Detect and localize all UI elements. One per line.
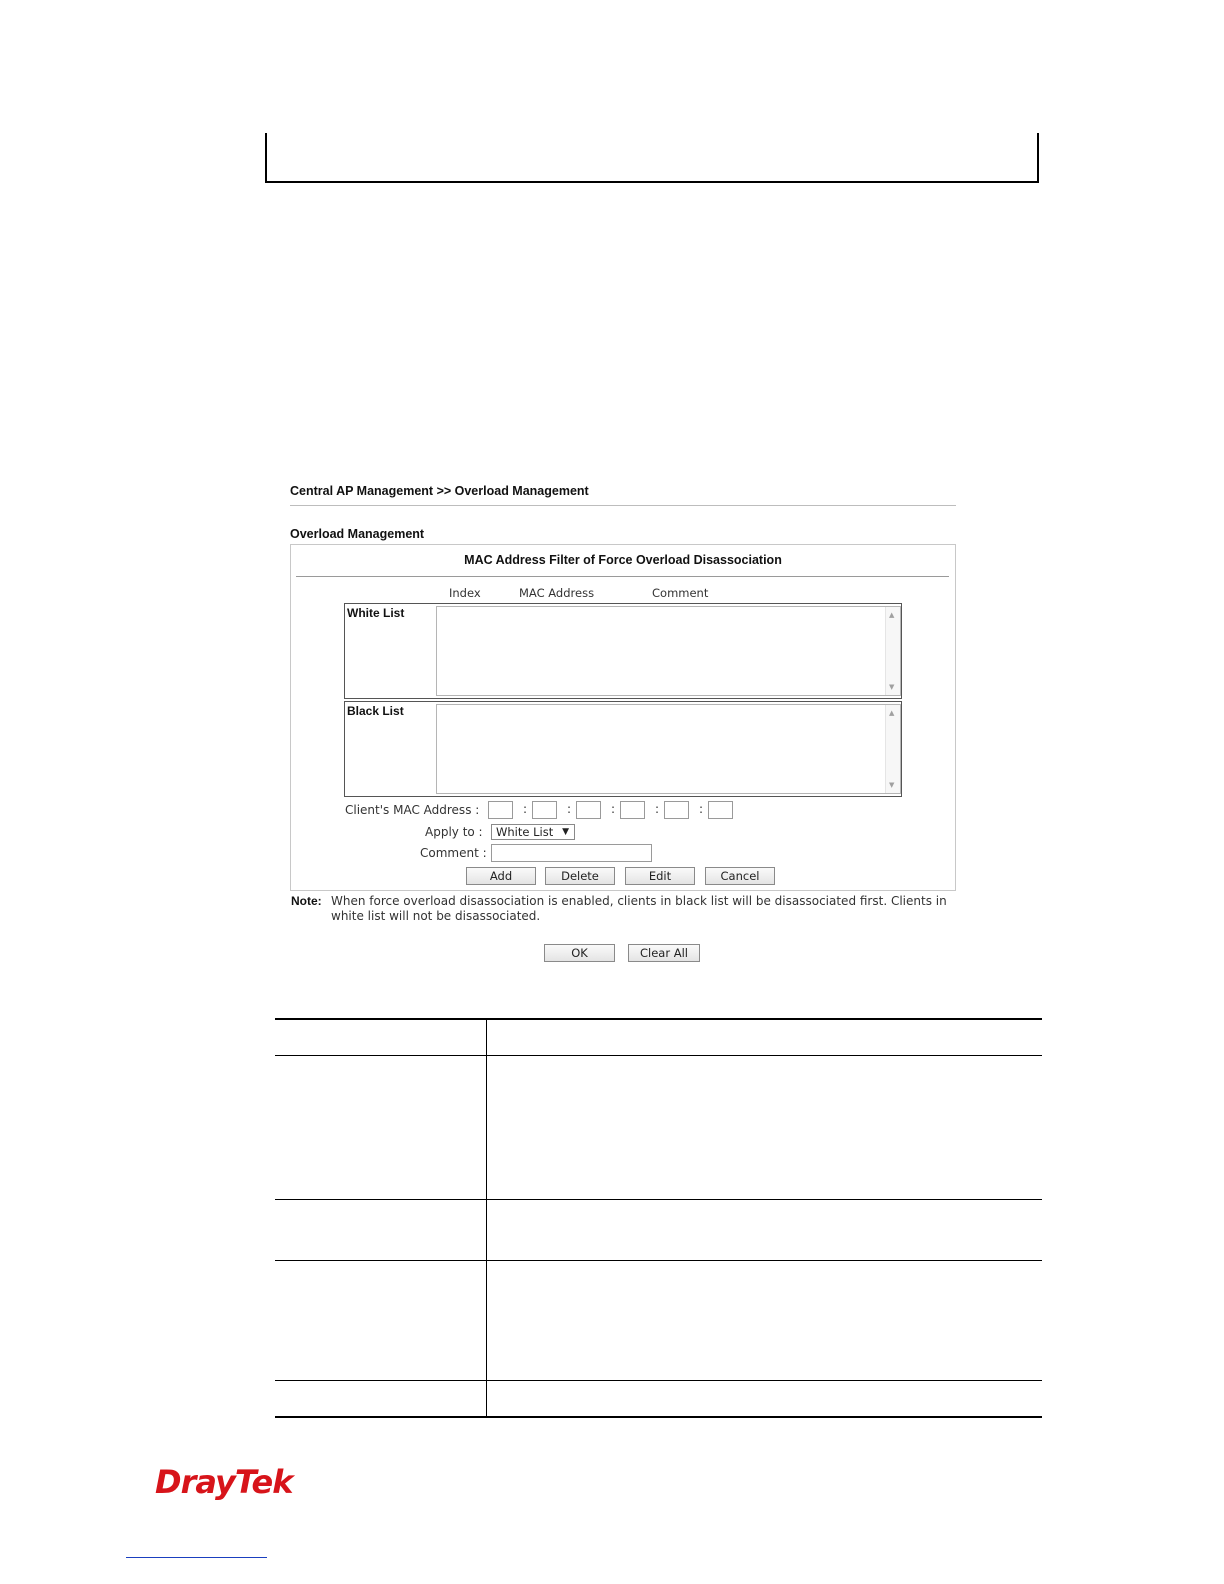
edit-button[interactable]: Edit bbox=[625, 867, 695, 885]
description-table bbox=[275, 1018, 1042, 1418]
dropdown-arrow-icon: ▼ bbox=[562, 827, 569, 837]
note-text: When force overload disassociation is enabled, clients in black list will be disassociated first. Clients in white list will not be disassociated. bbox=[331, 894, 947, 923]
mac-octet-3-input[interactable] bbox=[576, 801, 601, 819]
breadcrumb: Central AP Management >> Overload Management bbox=[290, 484, 589, 498]
mac-address-label: Client's MAC Address : bbox=[345, 803, 480, 817]
mac-octet-4-input[interactable] bbox=[620, 801, 645, 819]
table-row-rule bbox=[275, 1199, 1042, 1200]
add-button[interactable]: Add bbox=[466, 867, 536, 885]
cancel-button[interactable]: Cancel bbox=[705, 867, 775, 885]
scroll-down-icon[interactable]: ▼ bbox=[889, 683, 895, 691]
mac-filter-panel bbox=[290, 544, 956, 891]
mac-octet-6-input[interactable] bbox=[708, 801, 733, 819]
mac-separator: : bbox=[611, 802, 616, 816]
scroll-up-icon[interactable]: ▲ bbox=[889, 611, 895, 619]
table-row-rule bbox=[275, 1380, 1042, 1381]
mac-octet-1-input[interactable] bbox=[488, 801, 513, 819]
clear-all-button[interactable]: Clear All bbox=[628, 944, 700, 962]
apply-to-label: Apply to : bbox=[425, 825, 483, 839]
column-index: Index bbox=[449, 586, 481, 600]
draytek-logo: DrayTek bbox=[155, 1463, 293, 1501]
comment-label: Comment : bbox=[420, 846, 487, 860]
mac-octet-5-input[interactable] bbox=[664, 801, 689, 819]
scroll-up-icon[interactable]: ▲ bbox=[889, 709, 895, 717]
table-bottom-rule bbox=[275, 1416, 1042, 1418]
scroll-down-icon[interactable]: ▼ bbox=[889, 781, 895, 789]
black-list-scrollbar[interactable] bbox=[885, 705, 900, 793]
table-column-divider bbox=[486, 1018, 487, 1418]
black-list-box bbox=[344, 701, 902, 797]
table-top-rule bbox=[275, 1018, 1042, 1020]
black-list-label: Black List bbox=[347, 704, 404, 718]
top-frame bbox=[265, 133, 1039, 183]
mac-separator: : bbox=[655, 802, 660, 816]
note-label: Note: bbox=[291, 894, 322, 908]
section-title: Overload Management bbox=[290, 527, 425, 541]
mac-octet-2-input[interactable] bbox=[532, 801, 557, 819]
ok-button[interactable]: OK bbox=[544, 944, 615, 962]
mac-separator: : bbox=[567, 802, 572, 816]
white-list-select[interactable] bbox=[436, 606, 901, 696]
white-list-label: White List bbox=[347, 606, 405, 620]
white-list-box bbox=[344, 603, 902, 699]
mac-separator: : bbox=[699, 802, 704, 816]
apply-to-select[interactable] bbox=[491, 824, 575, 840]
comment-input[interactable] bbox=[491, 844, 652, 862]
column-comment: Comment bbox=[652, 586, 709, 600]
mac-separator: : bbox=[523, 802, 528, 816]
column-mac-address: MAC Address bbox=[519, 586, 595, 600]
panel-header: MAC Address Filter of Force Overload Disassociation bbox=[464, 553, 782, 567]
table-header-rule bbox=[275, 1055, 1042, 1056]
apply-to-value: White List bbox=[496, 825, 554, 839]
black-list-select[interactable] bbox=[436, 704, 901, 794]
footer-link-underline[interactable] bbox=[126, 1557, 267, 1558]
panel-header-divider bbox=[296, 576, 949, 577]
table-row-rule bbox=[275, 1260, 1042, 1261]
breadcrumb-divider bbox=[290, 505, 956, 506]
delete-button[interactable]: Delete bbox=[545, 867, 615, 885]
white-list-scrollbar[interactable] bbox=[885, 607, 900, 695]
